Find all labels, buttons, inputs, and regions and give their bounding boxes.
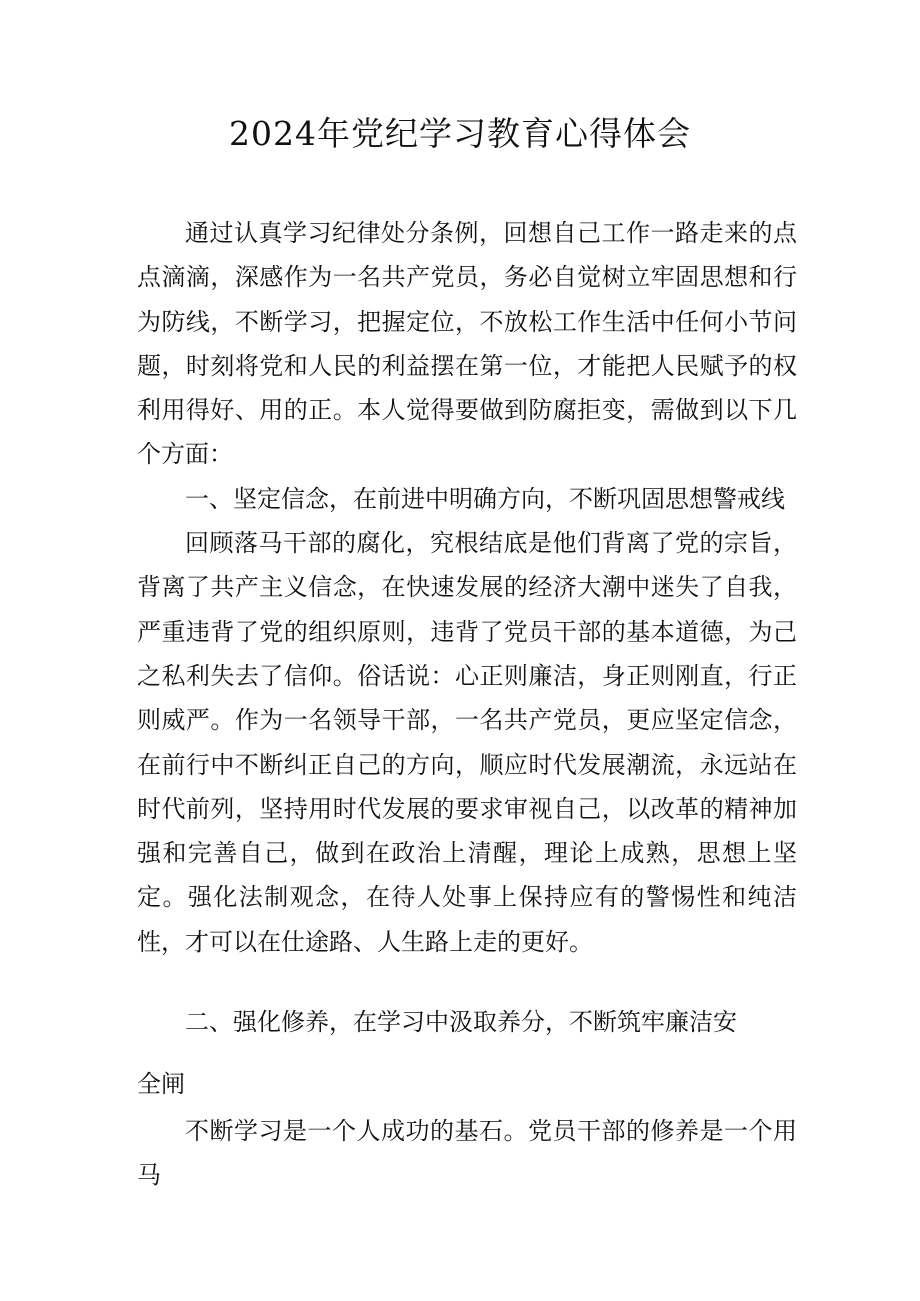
document-title: 2024年党纪学习教育心得体会 [229,114,691,153]
section-2-paragraph: 不断学习是一个人成功的基石。党员干部的修养是一个用马 [137,1116,797,1189]
intro-paragraph: 通过认真学习纪律处分条例，回想自己工作一路走来的点点滴滴，深感作为一名共产党员，务必自觉树立牢固思想和行为防线，不断学习，把握定位，不放松工作生活中任何小节问题，时刻将党和人民的利益摆在第一位，才能把人民赋予的权利用得好、用的正。本人觉得要做到防腐拒变，需做到以下几个方面： [137,219,797,469]
document-body [137,211,797,964]
section-2-heading-continued: 全闸 [137,1070,185,1099]
section-1-heading: 一、坚定信念，在前进中明确方向，不断巩固思想警戒线 [185,484,785,513]
section-1-paragraph: 回顾落马干部的腐化，究根结底是他们背离了党的宗旨，背离了共产主义信念，在快速发展的经济大潮中迷失了自我，严重违背了党的组织原则，违背了党员干部的基本道德，为己之私利失去了信仰。俗话说：心正则廉洁，身正则刚直，行正则威严。作为一名领导干部，一名共产党员，更应坚定信念，在前行中不断纠正自己的方向，顺应时代发展潮流，永远站在时代前列，坚持用时代发展的要求审视自己，以改革的精神加强和完善自己，做到在政治上清醒，理论上成熟，思想上坚定。强化法制观念，在待人处事上保持应有的警惕性和纯洁性，才可以在仕途路、人生路上走的更好。 [137,529,797,956]
section-2-heading: 二、强化修养，在学习中汲取养分，不断筑牢廉洁安 [185,1008,737,1036]
document-body-continued [137,1000,797,1197]
